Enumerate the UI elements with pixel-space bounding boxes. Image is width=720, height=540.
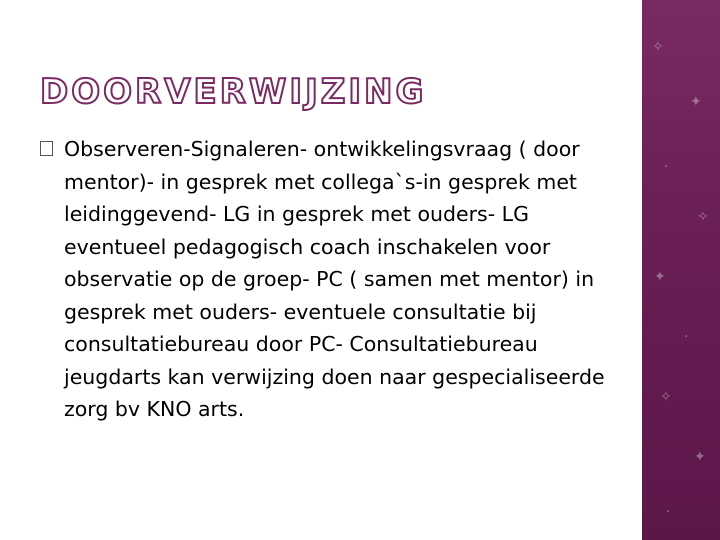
sparkle-icon: ·	[666, 504, 671, 520]
bullet-list	[40, 133, 620, 426]
bullet-item	[40, 133, 620, 426]
sparkle-icon: ✦	[690, 94, 702, 110]
sparkle-icon: ✧	[660, 389, 672, 405]
sparkle-icon: ·	[684, 329, 689, 345]
sparkle-icon: ✧	[652, 39, 664, 55]
bullet-text: Observeren-Signaleren- ontwikkelingsvraag ( door mentor)- in gesprek met collega`s-in gesprek met leidinggevend- LG in gesprek met ouders- LG eventueel pedagogisch coach inschakelen voor observatie op de groep- PC ( samen met mentor) in gesprek met ouders- eventuele consultatie bij consultatiebureau door PC- Consultatiebureau jeugdarts kan verwijzing doen naar gespecialiseerde zorg bv KNO arts.	[64, 137, 605, 421]
side-decoration-panel	[642, 0, 720, 540]
sparkle-icon: ✧	[697, 209, 709, 225]
square-bullet-icon	[40, 141, 53, 156]
slide-title: DOORVERWIJZING	[40, 72, 427, 112]
sparkle-icon: ·	[664, 159, 669, 175]
sparkle-icon: ✦	[694, 449, 706, 465]
sparkle-icon: ✦	[654, 269, 666, 285]
